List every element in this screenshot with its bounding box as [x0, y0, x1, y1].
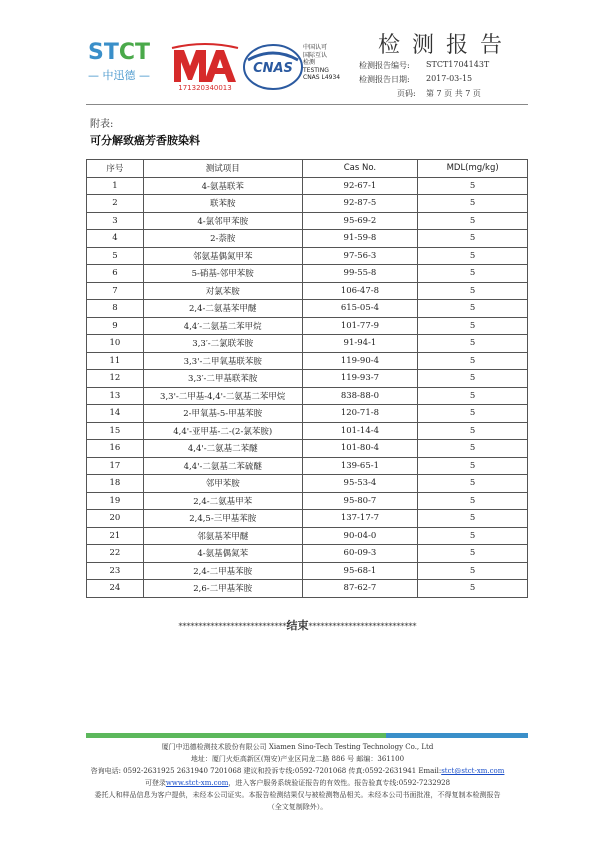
row-mdl: 5 — [418, 212, 528, 230]
row-test-item: 3,3'-二甲基-4,4'-二氨基二苯甲烷 — [143, 387, 302, 405]
row-index: 18 — [87, 475, 144, 493]
table-row — [87, 440, 528, 458]
col-header-mdl: MDL(mg/kg) — [418, 160, 528, 178]
row-cas-no: 90-04-0 — [302, 527, 418, 545]
row-mdl: 5 — [418, 265, 528, 283]
table-row — [87, 282, 528, 300]
row-test-item: 邻氨基苯甲醚 — [143, 527, 302, 545]
end-text: 结束 — [286, 619, 309, 632]
row-test-item: 2,4-二氨基苯甲醚 — [143, 300, 302, 318]
col-header-cas: Cas No. — [302, 160, 418, 178]
row-index: 4 — [87, 230, 144, 248]
row-cas-no: 119-90-4 — [302, 352, 418, 370]
table-row — [87, 510, 528, 528]
row-cas-no: 139-65-1 — [302, 457, 418, 475]
row-index: 9 — [87, 317, 144, 335]
row-mdl: 5 — [418, 177, 528, 195]
page-number: 第 7 页 共 7 页 — [426, 89, 481, 98]
row-index: 15 — [87, 422, 144, 440]
row-index: 24 — [87, 580, 144, 598]
row-mdl: 5 — [418, 230, 528, 248]
table-row — [87, 545, 528, 563]
table-row — [87, 212, 528, 230]
row-mdl: 5 — [418, 282, 528, 300]
row-cas-no: 91-94-1 — [302, 335, 418, 353]
row-test-item: 邻氨基偶氮甲苯 — [143, 247, 302, 265]
row-mdl: 5 — [418, 317, 528, 335]
table-row — [87, 335, 528, 353]
row-test-item: 3,3'-二甲氧基联苯胺 — [143, 352, 302, 370]
report-title: 检测报告 — [378, 33, 515, 58]
row-cas-no: 101-77-9 — [302, 317, 418, 335]
row-mdl: 5 — [418, 370, 528, 388]
row-mdl: 5 — [418, 405, 528, 423]
row-test-item: 4-氨基偶氮苯 — [143, 545, 302, 563]
table-row — [87, 370, 528, 388]
row-test-item: 4,4'-二氨基二苯硫醚 — [143, 457, 302, 475]
row-cas-no: 101-80-4 — [302, 440, 418, 458]
row-test-item: 对氯苯胺 — [143, 282, 302, 300]
row-index: 14 — [87, 405, 144, 423]
report-date: 2017-03-15 — [426, 74, 473, 83]
table-row — [87, 317, 528, 335]
cma-logo — [170, 42, 240, 92]
results-table — [86, 159, 528, 598]
footer-address: 地址：厦门火炬高新区(翔安)产业区同龙二路 886 号 邮编：361100 — [190, 755, 405, 763]
row-index: 10 — [87, 335, 144, 353]
row-cas-no: 99-55-8 — [302, 265, 418, 283]
row-mdl: 5 — [418, 352, 528, 370]
cma-code-text: 171320340013 — [178, 84, 232, 92]
table-row — [87, 387, 528, 405]
row-mdl: 5 — [418, 247, 528, 265]
col-header-item: 测试项目 — [143, 160, 302, 178]
report-number: STCT1704143T — [426, 60, 490, 69]
row-test-item: 4,4′-二氨基二苯甲烷 — [143, 317, 302, 335]
row-test-item: 2-甲氧基-5-甲基苯胺 — [143, 405, 302, 423]
table-row — [87, 247, 528, 265]
row-cas-no: 95-68-1 — [302, 562, 418, 580]
table-row — [87, 492, 528, 510]
row-cas-no: 95-80-7 — [302, 492, 418, 510]
table-row — [87, 230, 528, 248]
row-cas-no: 120-71-8 — [302, 405, 418, 423]
row-index: 7 — [87, 282, 144, 300]
stct-logo-text: STCT — [88, 40, 151, 65]
cnas-logo — [242, 42, 304, 92]
row-mdl: 5 — [418, 510, 528, 528]
row-index: 22 — [87, 545, 144, 563]
row-mdl: 5 — [418, 562, 528, 580]
table-row — [87, 580, 528, 598]
table-row — [87, 265, 528, 283]
table-row — [87, 195, 528, 213]
footer-disclaimer-1: 委托人和样品信息为客户提供，未经本公司证实。本报告检测结果仅与被检测物品相关。未经本公司书面批准，不得复制本检测报告 — [94, 791, 501, 799]
row-mdl: 5 — [418, 492, 528, 510]
row-index: 23 — [87, 562, 144, 580]
row-cas-no: 137-17-7 — [302, 510, 418, 528]
row-mdl: 5 — [418, 457, 528, 475]
row-cas-no: 106-47-8 — [302, 282, 418, 300]
table-row — [87, 352, 528, 370]
stct-logo-subtext: — 中迅德 — — [88, 69, 150, 82]
footer-phone: 咨询电话: 0592-2631925 2631940 7201068 建议和投诉专线:0592-7201068 传真:0592-2631941 Email:stct@stct-xm.com — [90, 767, 505, 775]
row-cas-no: 838-88-0 — [302, 387, 418, 405]
row-test-item: 2-萘胺 — [143, 230, 302, 248]
row-cas-no: 119-93-7 — [302, 370, 418, 388]
stct-logo — [88, 41, 166, 85]
row-cas-no: 87-62-7 — [302, 580, 418, 598]
row-cas-no: 92-87-5 — [302, 195, 418, 213]
footer-email-link[interactable]: stct@stct-xm.com — [441, 767, 505, 775]
row-test-item: 联苯胺 — [143, 195, 302, 213]
row-mdl: 5 — [418, 387, 528, 405]
table-row — [87, 562, 528, 580]
table-row — [87, 300, 528, 318]
table-row — [87, 177, 528, 195]
report-date-row: 检测报告日期: 2017-03-15 — [359, 74, 473, 84]
row-mdl: 5 — [418, 527, 528, 545]
row-cas-no: 60-09-3 — [302, 545, 418, 563]
cnas-logo-text: CNAS — [253, 61, 293, 76]
row-mdl: 5 — [418, 422, 528, 440]
row-mdl: 5 — [418, 440, 528, 458]
row-index: 8 — [87, 300, 144, 318]
attachment-label: 附表: — [90, 119, 114, 130]
row-test-item: 邻甲苯胺 — [143, 475, 302, 493]
row-index: 2 — [87, 195, 144, 213]
section-title: 可分解致癌芳香胺染料 — [90, 134, 200, 147]
row-mdl: 5 — [418, 580, 528, 598]
row-index: 3 — [87, 212, 144, 230]
row-test-item: 3,3′-二氯联苯胺 — [143, 335, 302, 353]
report-number-row: 检测报告编号: STCT1704143T — [359, 60, 490, 70]
row-test-item: 3,3′-二甲基联苯胺 — [143, 370, 302, 388]
row-cas-no: 101-14-4 — [302, 422, 418, 440]
row-test-item: 5-硝基-邻甲苯胺 — [143, 265, 302, 283]
row-index: 19 — [87, 492, 144, 510]
row-cas-no: 95-53-4 — [302, 475, 418, 493]
row-cas-no: 95-69-2 — [302, 212, 418, 230]
row-mdl: 5 — [418, 545, 528, 563]
row-index: 21 — [87, 527, 144, 545]
footer-color-bar — [86, 733, 528, 738]
row-cas-no: 91-59-8 — [302, 230, 418, 248]
row-mdl: 5 — [418, 195, 528, 213]
row-index: 5 — [87, 247, 144, 265]
row-test-item: 4,4'-亚甲基-二-(2-氯苯胺) — [143, 422, 302, 440]
col-header-index: 序号 — [87, 160, 144, 178]
header-divider — [86, 104, 528, 105]
row-cas-no: 97-56-3 — [302, 247, 418, 265]
row-mdl: 5 — [418, 475, 528, 493]
footer-website-link[interactable]: www.stct-xm.com — [165, 779, 229, 787]
row-index: 11 — [87, 352, 144, 370]
row-test-item: 4-氨基联苯 — [143, 177, 302, 195]
table-row — [87, 422, 528, 440]
report-header: STCT — 中迅德 — 171320340013 CNAS 中国认可 国际互认 检测 TESTING CNAS L4934 检测报告 检测报告编号: STCT1704143T 检测报告日期: 2017-03-15 页码: 第 7 页 共 7 页 — [0, 0, 595, 110]
table-header-row — [87, 160, 528, 178]
table-row — [87, 475, 528, 493]
row-index: 12 — [87, 370, 144, 388]
row-test-item: 2,4,5-三甲基苯胺 — [143, 510, 302, 528]
row-index: 17 — [87, 457, 144, 475]
row-cas-no: 92-67-1 — [302, 177, 418, 195]
footer-verify: 可登录www.stct-xm.com，进入客户服务系统验证报告的有效性。报告验真专线:0592-7232928 — [144, 779, 451, 787]
row-test-item: 4-氯邻甲苯胺 — [143, 212, 302, 230]
row-test-item: 2,6-二甲基苯胺 — [143, 580, 302, 598]
row-index: 20 — [87, 510, 144, 528]
table-row — [87, 457, 528, 475]
row-index: 16 — [87, 440, 144, 458]
table-row — [87, 527, 528, 545]
row-test-item: 4,4'-二氨基二苯醚 — [143, 440, 302, 458]
end-marker: ***************************结束*************************** — [178, 619, 417, 632]
footer-disclaimer-2: （全文复制除外）。 — [267, 803, 328, 811]
row-mdl: 5 — [418, 335, 528, 353]
row-test-item: 2,4-二氨基甲苯 — [143, 492, 302, 510]
row-mdl: 5 — [418, 300, 528, 318]
table-row — [87, 405, 528, 423]
row-cas-no: 615-05-4 — [302, 300, 418, 318]
row-test-item: 2,4-二甲基苯胺 — [143, 562, 302, 580]
footer-company: 厦门中迅德检测技术股份有限公司 Xiamen Sino-Tech Testing Technology Co., Ltd — [161, 743, 434, 751]
row-index: 1 — [87, 177, 144, 195]
cnas-accreditation-text: 中国认可 国际互认 检测 TESTING CNAS L4934 — [303, 44, 341, 81]
row-index: 13 — [87, 387, 144, 405]
row-index: 6 — [87, 265, 144, 283]
